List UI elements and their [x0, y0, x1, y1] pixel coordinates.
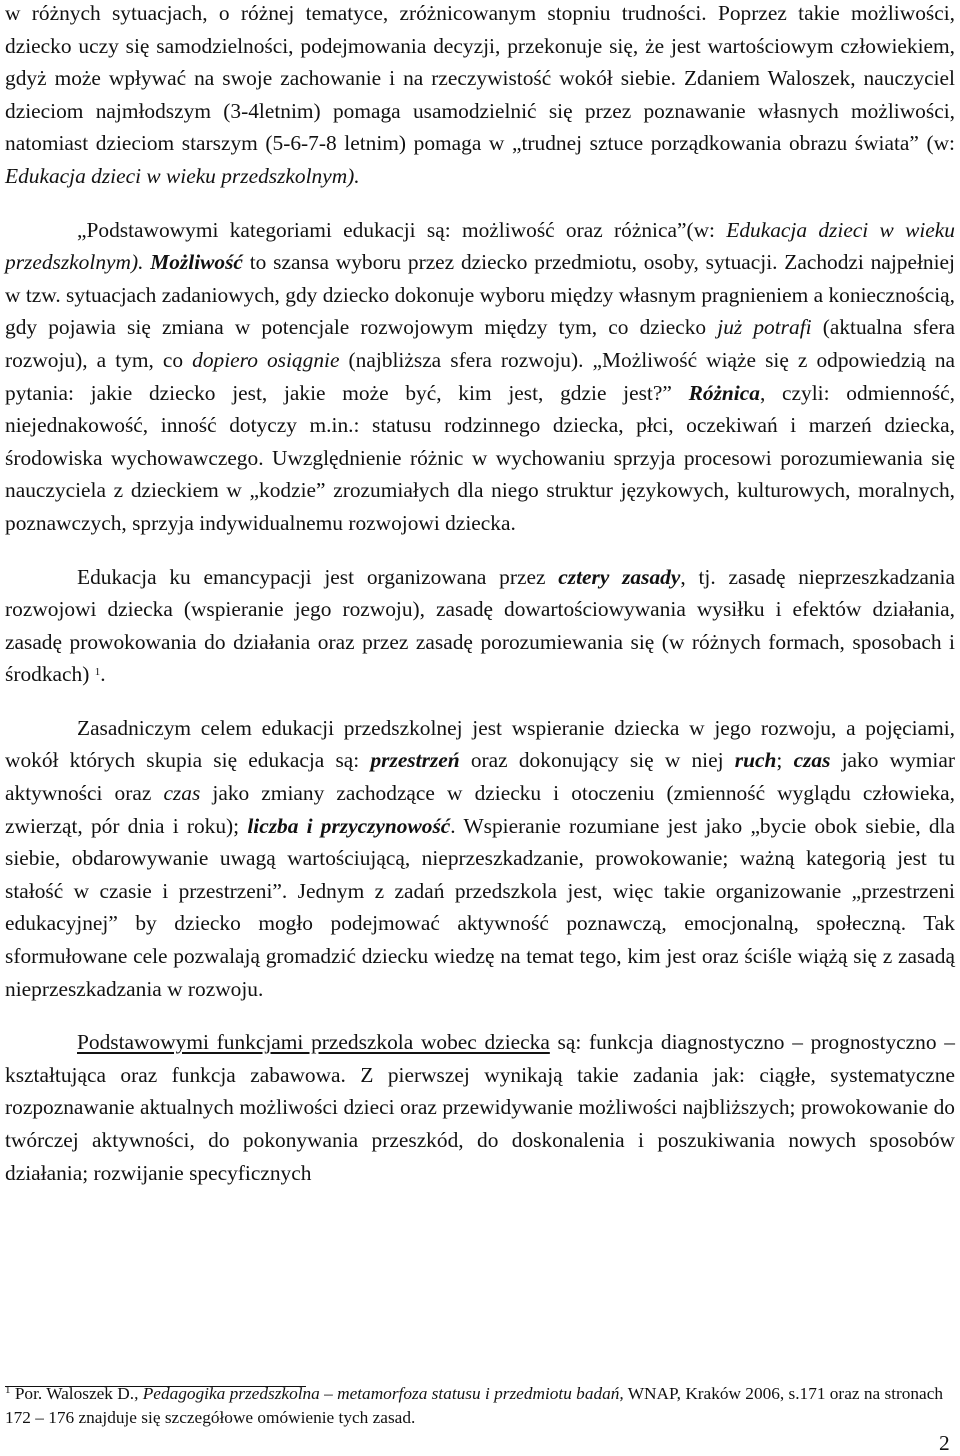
- paragraph-4-italic-czas: czas: [163, 781, 201, 806]
- paragraph-4-text-g: jako wymiar aktywności oraz: [5, 748, 955, 806]
- paragraph-5: [5, 1026, 955, 1189]
- paragraph-2: [5, 214, 955, 540]
- footnote-text-a: Por. Waloszek D.,: [10, 1384, 143, 1403]
- paragraph-2-text-j: , czyli: odmienność, niejednakowość, inność dotyczy m.in.: statusu rodzinnego dziecka, płci, oczekiwań i marzeń dziecka, środowiska wychowawczego. Uwzględnienie różnic w wychowaniu sprzyja procesowi porozumiewania się nauczyciela z dzieckiem w „kodzie” zrozumiałych dla niego struktur językowych, kulturowych, moralnych, poznawczych, sprzyja indywidualnemu rozwojowi dziecka.: [5, 380, 955, 535]
- term-roznica: Różnica: [688, 380, 760, 405]
- paragraph-1-text: w różnych sytuacjach, o różnej tematyce, zróżnicowanym stopniu trudności. Poprzez takie możliwości, dziecko uczy się samodzielności, podejmowania decyzji, przekonuje się, że jest wartościowym człowiekiem, gdyż może wpływać na swoje zachowanie i na rzeczywistość wokół siebie. Zdaniem Waloszek, nauczyciel dzieciom najmłodszym (3-4letnim) pomaga usamodzielnić się przez poznawanie własnych możliwości, natomiast dzieciom starszym (5-6-7-8 letnim) pomaga w „trudnej sztuce porządkowania obrazu świata” (w:: [5, 1, 955, 156]
- footnotes: [5, 1382, 950, 1430]
- paragraph-5-text-b: są: funkcja diagnostyczno – prognostyczno – kształtująca oraz funkcja zabawowa. Z pierwszej wynikają takie zadania jak: ciągłe, systematyczne rozpoznawanie aktualnych możliwości dzieci oraz przewidywanie możliwości najbliższych; prowokowanie do twórczej aktywności, do pokonywania przeszkód, do doskonalenia i poszukiwania nowych sposobów działania; rozwijanie specyficznych: [5, 1030, 955, 1185]
- paragraph-4: [5, 712, 955, 1005]
- footnote-marker: 1: [5, 1384, 11, 1396]
- page-number: 2: [939, 1431, 950, 1455]
- paragraph-3-text-a: Edukacja ku emancypacji jest organizowana przez: [77, 564, 559, 589]
- paragraph-2-text-d: to szansa wyboru przez dziecko przedmiotu, osoby, sytuacji. Zachodzi najpełniej w tzw. sytuacjach zadaniowych, gdy dziecko dokonuje wyboru między własnym pragnieniem a koniecznością, gdy pojawia się zmiana w potencjale rozwojowym między tym, co dziecko: [5, 250, 955, 340]
- document-body: [5, 0, 955, 1189]
- term-przestrzen: przestrzeń: [370, 748, 460, 773]
- term-cztery-zasady: cztery zasady: [558, 564, 681, 589]
- paragraph-4-text-c: oraz dokonujący się w niej: [459, 748, 735, 773]
- term-liczba-przyczynowosc: liczba i przyczynowość: [247, 813, 451, 838]
- paragraph-2-citation: Edukacja dzieci w wieku przedszkolnym).: [5, 217, 955, 275]
- term-czas: czas: [793, 748, 831, 773]
- footnote-text-c: WNAP, Kraków 2006, s.171 oraz na stronach 172 – 176 znajduje się szczegółowe omówienie tych zasad.: [5, 1384, 944, 1427]
- paragraph-1-citation: Edukacja dzieci w wieku przedszkolnym).: [5, 163, 360, 188]
- paragraph-4-text-a: Zasadniczym celem edukacji przedszkolnej jest wspieranie dziecka w jego rozwoju, a pojęciami, wokół których skupia się edukacja są:: [5, 715, 955, 773]
- paragraph-3-text-c: , tj. zasadę nieprzeszkadzania rozwojowi dziecka (wspieranie jego rozwoju), zasadę dowartościowywania wysiłku i efektów działania, zasadę prowokowania do działania oraz przez zasadę porozumiewania się (w różnych formach, sposobach i środkach): [5, 564, 955, 687]
- paragraph-4-text-e: ;: [776, 748, 794, 773]
- paragraph-2-text-f: (aktualna sfera rozwoju), a tym, co: [5, 315, 955, 372]
- paragraph-3: [5, 561, 955, 691]
- paragraph-2-italic-g: dopiero osiągnie: [192, 347, 340, 372]
- paragraph-1: [5, 0, 955, 193]
- paragraph-3-text-e: .: [100, 662, 106, 687]
- footnote-1: [5, 1382, 950, 1430]
- paragraph-4-text-k: . Wspieranie rozumiane jest jako „bycie obok siebie, dla siebie, obdarowywanie uwagą wartościującą, nieprzeszkadzanie, prowokowanie; ważną kategorią jest tu stałość w czasie i przestrzeni”. Jednym z zadań przedszkola jest, więc takie organizowanie „przestrzeni edukacyjnej” by dziecko mogło podejmować aktywność poznawczą, emocjonalną, społeczną. Tak sformułowane cele pozwalają gromadzić dziecku wiedzę na temat tego, kim jest oraz ściśle wiążą się z zasadą nieprzeszkadzania w rozwoju.: [5, 813, 955, 1001]
- term-ruch: ruch: [734, 748, 777, 773]
- footnote-reference[interactable]: 1: [94, 666, 101, 679]
- footnote-title: Pedagogika przedszkolna – metamorfoza statusu i przedmiotu badań,: [142, 1384, 624, 1403]
- paragraph-2-text-h: (najbliższa sfera rozwoju). „Możliwość wiąże się z odpowiedzią na pytania: jakie dziecko jest, jakie może być, kim jest, gdzie jest?”: [5, 347, 956, 405]
- paragraph-2-italic-e: już potrafi: [717, 315, 812, 340]
- paragraph-2-text-a: „Podstawowymi kategoriami edukacji są: możliwość oraz różnica”(w:: [77, 217, 727, 242]
- term-mozliwosc: Możliwość: [150, 250, 243, 275]
- paragraph-4-text-i: jako zmiany zachodzące w dziecku i otoczeniu (zmienność wyglądu człowieka, zwierząt, pór dnia i roku);: [5, 781, 955, 838]
- paragraph-5-underlined-heading: Podstawowymi funkcjami przedszkola wobec dziecka: [77, 1030, 550, 1055]
